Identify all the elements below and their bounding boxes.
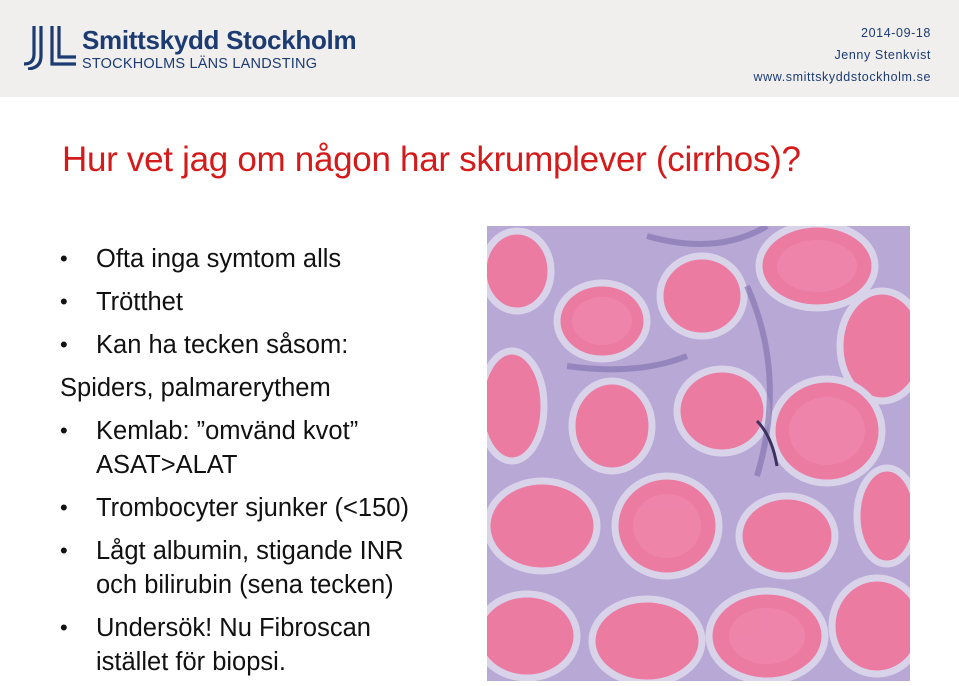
org-name: Smittskydd Stockholm <box>82 25 357 55</box>
slide-author: Jenny Stenkvist <box>834 48 931 62</box>
sll-emblem-icon <box>22 24 78 70</box>
org-subtitle: STOCKHOLMS LÄNS LANDSTING <box>82 56 318 72</box>
liver-histology-image <box>487 226 910 681</box>
bullet-line: • Kemlab: ”omvänd kvot” <box>96 417 359 445</box>
bullet-item: • Kan ha tecken såsom: <box>60 328 480 362</box>
bullet-item: • Trombocyter sjunker (<150) <box>60 491 480 525</box>
slide-title: Hur vet jag om någon har skrumplever (cirrhos)? <box>62 140 801 179</box>
bullet-item: • Trötthet <box>60 285 480 319</box>
sub-item: Spiders, palmarerythem <box>60 374 331 402</box>
bullet-line: istället för biopsi. <box>96 648 286 676</box>
slide-date: 2014-09-18 <box>861 26 931 40</box>
bullet-line: och bilirubin (sena tecken) <box>96 571 394 599</box>
bullet-item: • Ofta inga symtom alls <box>60 242 480 276</box>
bullet-line: • Lågt albumin, stigande INR <box>96 537 404 565</box>
bullet-line: ASAT>ALAT <box>96 451 238 479</box>
bullet-list <box>60 242 480 684</box>
organization-logo <box>22 24 382 72</box>
slide-meta <box>754 22 931 88</box>
bullet-item <box>60 534 480 602</box>
slide-header <box>0 0 959 97</box>
bullet-item <box>60 414 480 482</box>
bullet-item <box>60 611 480 679</box>
bullet-line: • Undersök! Nu Fibroscan <box>96 614 371 642</box>
website-link[interactable]: www.smittskyddstockholm.se <box>753 70 931 84</box>
